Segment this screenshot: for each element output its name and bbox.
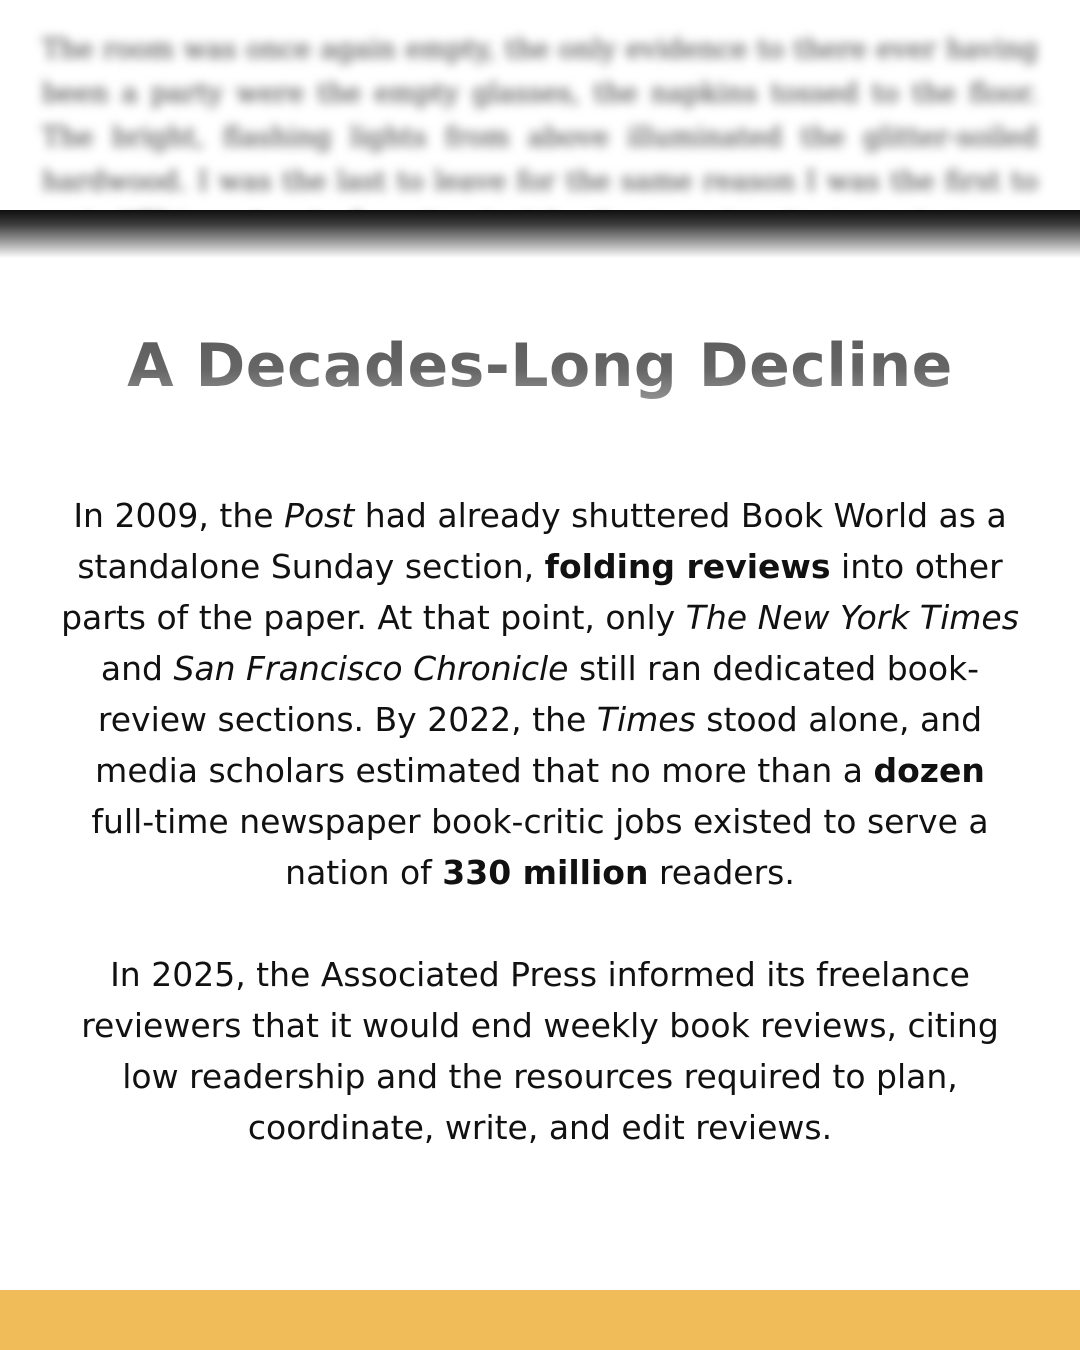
page-title: A Decades-Long Decline <box>0 326 1080 406</box>
publication-sf-chronicle: San Francisco Chronicle <box>173 649 569 688</box>
shadow-band <box>0 210 1080 258</box>
article-body <box>60 490 1020 1153</box>
text-run: had already shuttered Book World as a standalone Sunday section, <box>77 496 1007 586</box>
text-run: still ran dedicated book-review sections. By 2022, the <box>97 649 980 739</box>
text-run: stood alone, and media scholars estimated that no more than a <box>95 700 983 790</box>
publication-times: Times <box>596 700 696 739</box>
emphasis-folding-reviews: folding reviews <box>544 547 831 586</box>
paragraph-2009 <box>60 490 1020 898</box>
text-run: into other parts of the paper. At that point, only <box>61 547 1003 637</box>
emphasis-dozen: dozen <box>873 751 985 790</box>
blurred-backdrop <box>0 0 1080 258</box>
text-run: readers. <box>648 853 795 892</box>
backdrop-paragraph: The room was once again empty, the only evidence to there ever having been a party were the empty glasses, the napkins tossed to the floor. The bright, flashing lights from above illuminated the glitter-soiled hardwood. I was the last to leave for the same reason I was the first to <box>42 34 1038 197</box>
accent-footer-bar <box>0 1290 1080 1350</box>
paragraph-2025: In 2025, the Associated Press informed its freelance reviewers that it would end weekly book reviews, citing low readership and the resources required to plan, coordinate, write, and edit reviews. <box>81 955 999 1147</box>
publication-nyt: The New York Times <box>685 598 1019 637</box>
text-run: In 2009, the <box>73 496 285 535</box>
text-run: and <box>100 649 174 688</box>
text-run: full-time newspaper book-critic jobs existed to serve a nation of <box>91 802 989 892</box>
publication-post: Post <box>284 496 355 535</box>
emphasis-330-million: 330 million <box>442 853 649 892</box>
